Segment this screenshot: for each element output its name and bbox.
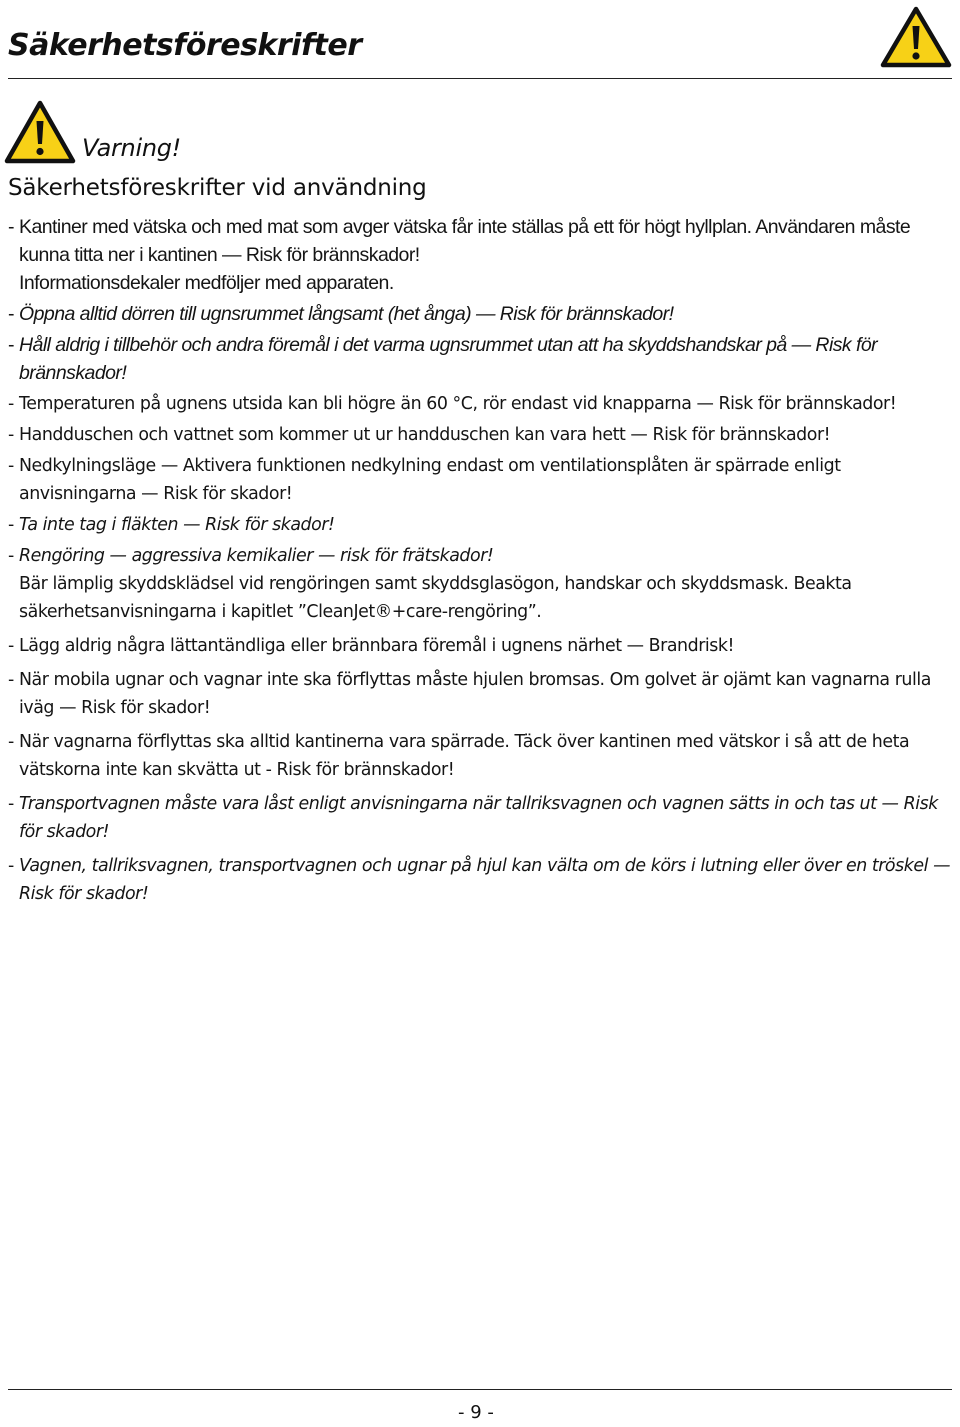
list-item [8,632,952,660]
list-item [8,542,952,626]
list-item [8,331,952,387]
list-item [8,852,952,908]
list-item [8,300,952,328]
list-dash: - [8,546,14,566]
warning-triangle-icon [880,6,952,68]
section-title: Säkerhetsföreskrifter vid användning [8,175,427,201]
list-item [8,452,952,508]
page-number: - 9 - [458,1402,494,1423]
list-item [8,666,952,722]
list-item-text: Nedkylningsläge — Aktivera funktionen nedkylning endast om ventilationsplåten är spärrade enligt anvisningarna — Risk för skador! [19,456,841,504]
list-item-text: Öppna alltid dörren till ugnsrummet långsamt (het ånga) — Risk för brännskador! [19,303,674,325]
list-item-text: När vagnarna förflyttas ska alltid kantinerna vara spärrade. Täck över kantinen med vätskor i så att de heta vätskorna inte kan skvätta ut - Risk för brännskador! [19,732,910,780]
list-dash: - [8,670,14,690]
list-dash: - [8,394,14,414]
list-item [8,390,952,418]
list-item [8,213,952,297]
list-item [8,421,952,449]
list-item-note: Bär lämplig skyddsklädsel vid rengöringen samt skyddsglasögon, handskar och skyddsmask. Beakta säkerhetsanvisningarna i kapitlet ”CleanJet®+care-rengöring”. [19,574,852,622]
page-title: Säkerhetsföreskrifter [8,28,362,63]
footer-divider [8,1389,952,1390]
list-dash: - [8,456,14,476]
list-item-text: Håll aldrig i tillbehör och andra föremål i det varma ugnsrummet utan att ha skyddshandskar på — Risk för brännskador! [19,334,878,384]
list-item-text: Handduschen och vattnet som kommer ut ur handduschen kan vara hett — Risk för brännskador! [19,425,831,445]
list-dash: - [8,636,14,656]
list-dash: - [8,794,14,814]
list-dash: - [8,732,14,752]
list-item-text: Rengöring — aggressiva kemikalier — risk för frätskador! [19,546,494,566]
safety-list [8,213,952,911]
list-item [8,511,952,539]
page-header [8,26,952,79]
list-item-text: Transportvagnen måste vara låst enligt anvisningarna när tallriksvagnen och vagnen sätts in och tas ut — Risk för skador! [19,794,938,842]
warning-heading [4,100,404,168]
warning-triangle-icon [4,100,76,164]
list-dash: - [8,303,14,325]
list-item-note: Informationsdekaler medföljer med apparaten. [19,272,394,294]
list-item-text: Vagnen, tallriksvagnen, transportvagnen och ugnar på hjul kan välta om de körs i lutning eller över en tröskel — Risk för skador! [19,856,951,904]
list-item-text: Lägg aldrig några lättantändliga eller brännbara föremål i ugnens närhet — Brandrisk! [19,636,735,656]
list-item [8,790,952,846]
list-dash: - [8,334,14,356]
list-dash: - [8,856,14,876]
list-dash: - [8,515,14,535]
warning-label: Varning! [82,134,182,162]
list-item-text: Kantiner med vätska och med mat som avger vätska får inte ställas på ett för högt hyllplan. Användaren måste kunna titta ner i kantinen — Risk för brännskador! [19,216,911,266]
list-item-text: Temperaturen på ugnens utsida kan bli högre än 60 °C, rör endast vid knapparna — Risk för brännskador! [19,394,897,414]
list-dash: - [8,216,14,238]
list-dash: - [8,425,14,445]
list-item-text: Ta inte tag i fläkten — Risk för skador! [19,515,335,535]
list-item [8,728,952,784]
list-item-text: När mobila ugnar och vagnar inte ska förflyttas måste hjulen bromsas. Om golvet är ojämt kan vagnarna rulla iväg — Risk för skador! [19,670,931,718]
